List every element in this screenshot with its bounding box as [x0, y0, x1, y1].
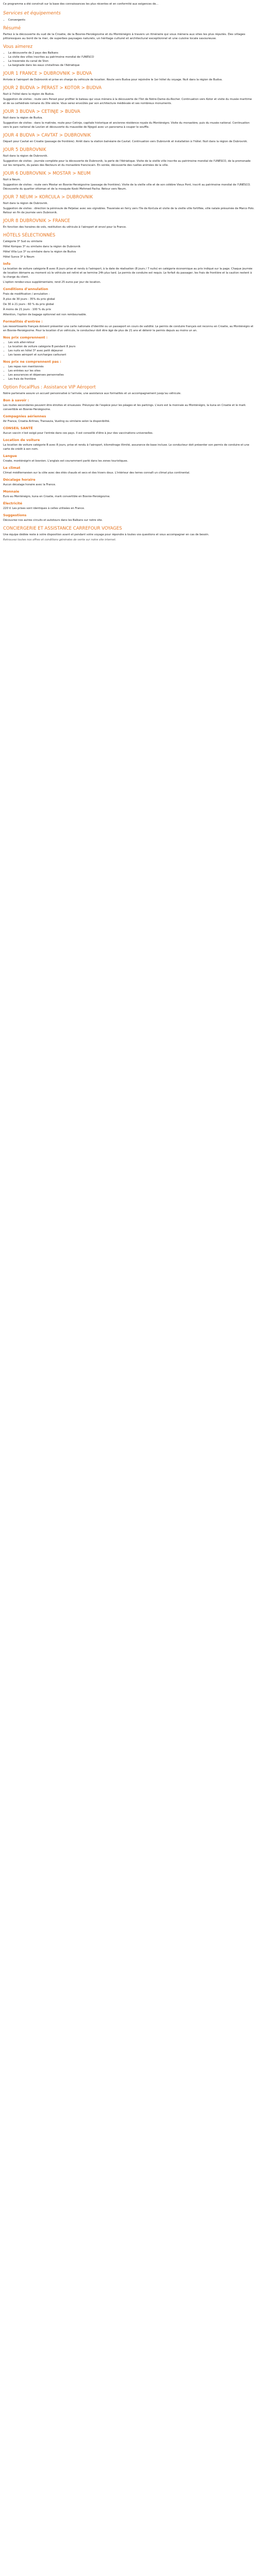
included-item: • Les taxes aéroport et surcharges carburant [8, 353, 255, 357]
location-title: Location de voiture [3, 438, 40, 442]
day-text: Nuit dans la région de Dubrovnik. [3, 202, 49, 205]
langue-title: Langue [3, 454, 17, 458]
hotels-line: Catégorie 3* Sud ou similaire [3, 240, 42, 243]
day-text: Arrivée à l'aéroport de Dubrovnik et prise en charge du véhicule de location. Route vers Budva pour rejoindre le 1er hôtel du voyage. Nuit dans la région de Budva. [3, 78, 223, 81]
conciergerie-title: CONCIERGERIE ET ASSISTANCE CARREFOUR VOYAGES [3, 526, 122, 531]
decalage-title: Décalage horaire [3, 478, 36, 482]
day-title: JOUR 4 BUDVA > CAVTAT > DUBROVNIK [3, 133, 91, 138]
day-2 [3, 86, 255, 106]
day-text: Suggestion de visites : journée complète pour la découverte de Dubrovnik, la perle de l'Adriatique. Visite de la vieille ville inscrite au patrimoine mondial de l'UNESCO, de la promenade sur les remparts, du palais des Recteurs et du monastère franciscain. En soirée, découverte des ruelles animées de la ville. [3, 160, 251, 167]
info-text: La location de voiture catégorie B avec 8 jours prise et rendu à l'aéroport, à la date de réalisation (8 jours / 7 nuits) en catégorie économique au prix indiqué sur la page. Chaque journée de location démarre au moment où le véhicule est retiré et se termine 24h plus tard. Le permis de conduire est requis. Le forfait du passager, les frais de frontière et la caution restent à la charge du client. [3, 267, 253, 279]
excluded-title: Nos prix ne comprennent pas : [3, 360, 61, 364]
day-text: Départ pour Cavtat en Croatie (passage de frontière). Arrêt dans la station balnéaire de Cavtat. Continuation vers Dubrovnik et installation à l'hôtel. Nuit dans la région de Dubrovnik. [3, 140, 248, 143]
day-text: Suggestion de visites : route vers Perast pour profiter le bateau qui vous mènera à la découverte de l'îlot de Notre-Dame-du-Rocher. Continuation vers Kotor et visite du musée maritime et de sa cathédrale romane du XIIe siècle. Vous serez envoûtés par son architecture médiévale et ses nombreux monuments. [3, 98, 252, 105]
hotels-line: Hôtel Villa Lux 3* ou similaire dans la région de Budva [3, 250, 76, 253]
notes-text: Les routes secondaires peuvent être étroites et sinueuses. Prévoyez de l'espèce pour les péages et les parkings. L'euro est la monnaie au Monténégro, la kuna en Croatie et le mark convertible en Bosnie-Herzégovine. [3, 404, 246, 411]
services-list [8, 18, 255, 22]
day-5 [3, 147, 255, 167]
climat-text: Climat méditerranéen sur la côte avec des étés chauds et secs et des hivers doux. L'intérieur des terres connaît un climat plus continental. [3, 471, 190, 474]
formalites-title: Formalités d'entrée : [3, 319, 43, 324]
resume-title: Résumé [3, 26, 21, 31]
resume-text: Partez à la découverte du sud de la Croatie, de la Bosnie-Herzégovine et du Monténégro à travers un itinéraire qui vous mènera aux sites les plus réputés. Des villages pittoresques au bord de la mer, de superbes paysages naturels, un héritage culturel et architectural exceptionnel et une cuisine locale savoureuse. [3, 33, 246, 40]
conditions-text: Frais de modification / annulation : [3, 293, 50, 296]
day-title: JOUR 8 DUBROVNIK > FRANCE [3, 218, 70, 224]
footer-text: Retrouvez toutes nos offres et conditions générales de vente sur notre site internet. [3, 538, 117, 541]
vous-aimerez-title: Vous aimerez [3, 44, 33, 49]
compagnies-text: Air France, Croatia Airlines, Transavia, Vueling ou similaire selon la disponibilité. [3, 420, 110, 423]
included-item: • Les nuits en hôtel 3* avec petit déjeuner [8, 349, 255, 353]
electricite-text: 220 V. Les prises sont identiques à celles utilisées en France. [3, 507, 85, 510]
hotels-line: Hôtel Kompas 3* ou similaire dans la région de Dubrovnik [3, 245, 80, 248]
suggestions-text: Découvrez nos autres circuits et autotours dans les Balkans sur notre site. [3, 519, 103, 522]
conseil-title: CONSEIL SANTÉ [3, 426, 33, 430]
vous-aimerez-item: • La traversée du canal de Ston [8, 59, 255, 63]
day-text: Suggestion de visites : direction la péninsule de Pelješac avec ses vignobles. Traversée en ferry vers l'île de Korčula et visite de la vieille ville fortifiée, ville natale présumée de Marco Polo. Retour en fin de journée vers Dubrovnik. [3, 207, 255, 214]
excluded-list [8, 365, 255, 381]
conditions-text: Attention, l'option de bagage optionnel est non remboursable. [3, 313, 87, 316]
included-title: Nos prix comprennent : [3, 335, 48, 340]
day-title: JOUR 2 BUDVA > PERAST > KOTOR > BUDVA [3, 86, 102, 91]
day-8 [3, 218, 255, 229]
assistance-text: Notre partenaire assure un accueil personnalisé à l'arrivée, une assistance aux formalités et un accompagnement jusqu'au véhicule. [3, 392, 182, 395]
notes-title: Bon à savoir : [3, 398, 29, 402]
day-3 [3, 109, 255, 129]
day-title: JOUR 7 NEUM > KORCULA > DUBROVNIK [3, 195, 93, 200]
langue-text: Croate, monténégrin et bosnien. L'anglais est couramment parlé dans les zones touristiques. [3, 460, 128, 463]
monnaie-title: Monnaie [3, 489, 20, 494]
day-text: Nuit à Neum. [3, 178, 21, 181]
included-item: • La location de voiture catégorie B pendant 8 jours [8, 345, 255, 349]
page [0, 0, 258, 542]
excluded-item: • Les entrées sur les sites [8, 369, 255, 373]
day-text: Nuit dans la région de Budva. [3, 116, 43, 120]
conditions-text: À moins de 21 jours : 100 % du prix [3, 308, 51, 311]
excluded-item: • Les repas non mentionnés [8, 365, 255, 369]
conseil-text: Aucun vaccin n'est exigé pour l'entrée dans ces pays. Il est conseillé d'être à jour des vaccinations universelles. [3, 432, 153, 435]
day-text: Suggestion de visites : dans la matinée, route pour Cetinje, capitale historique et ancienne résidence royale du Monténégro. Visite du monastère, puis du musée national. Continuation vers le parc national de Lovćen et découverte du mausolée de Njegoš avec un panorama à couper le souffle. [3, 122, 250, 129]
hotels-title: HÔTELS SÉLECTIONNÉS [3, 233, 56, 238]
day-text: Nuit dans la région de Dubrovnik. [3, 155, 49, 158]
conditions-text: À plus de 30 jours : 35% du prix global [3, 298, 55, 301]
vous-aimerez-item: • La découverte de 2 pays des Balkans [8, 51, 255, 55]
included-list [8, 341, 255, 357]
vous-aimerez-item: • La baignade dans les eaux cristallines de l'Adriatique [8, 63, 255, 67]
info-text: L'option rendez-vous supplémentaire, rend 25 euros par jour de location. [3, 281, 101, 284]
vous-aimerez-list [8, 51, 255, 67]
day-title: JOUR 5 DUBROVNIK [3, 147, 46, 152]
intro-text: Ce programme a été construit sur la base des connaissances les plus récentes et en conformité aux exigences de... [3, 3, 158, 6]
included-item: • Les vols aller-retour [8, 341, 255, 345]
suggestions-title: Suggestions [3, 513, 27, 517]
day-title: JOUR 6 DUBROVNIK > MOSTAR > NEUM [3, 171, 91, 176]
services-item: • Convergents [8, 18, 255, 22]
vous-aimerez-item: • La visite des villes inscrites au patrimoine mondial de l'UNESCO [8, 55, 255, 59]
assistance-title: Option FocalPlus : Assistance VIP Aéroport [3, 385, 96, 390]
day-7 [3, 195, 255, 215]
info-title: Info [3, 262, 11, 266]
monnaie-text: Euro au Monténégro, kuna en Croatie, mark convertible en Bosnie-Herzégovine. [3, 495, 110, 498]
conditions-text: De 30 à 21 jours : 60 % du prix global [3, 303, 54, 306]
services-title: Services et équipements [3, 11, 61, 16]
compagnies-title: Compagnies aériennes [3, 414, 46, 418]
electricite-title: Électricité [3, 501, 23, 505]
location-text: La location de voiture catégorie B avec 8 jours, prise et rendu à l'aéroport, kilométrage illimité, assurance de base incluse. Le conducteur doit présenter son permis de conduire et une carte de crédit à son nom. [3, 444, 249, 451]
excluded-item: • Les assurances et dépenses personnelles [8, 373, 255, 377]
conciergerie-text: Une équipe dédiée reste à votre disposition avant et pendant votre voyage pour répondre à toutes vos questions et vous accompagner en cas de besoin. [3, 533, 209, 536]
formalites-text: Les ressortissants français doivent présenter une carte nationale d'identité ou un passeport en cours de validité. Le permis de conduire français est reconnu en Croatie, au Monténégro et en Bosnie-Herzégovine. Pour la location d'un véhicule, le conducteur doit être âgé de plus de 21 ans et détenir le permis depuis au moins un an. [3, 325, 253, 332]
day-1 [3, 71, 255, 82]
day-4 [3, 133, 255, 144]
day-text: Suggestion de visites : route vers Mostar en Bosnie-Herzégovine (passage de frontière). Visite de la vieille ville et de son célèbre Vieux Pont, inscrit au patrimoine mondial de l'UNESCO. Découverte du quartier ottoman et de la mosquée Koski Mehmed Pacha. Retour vers Neum. [3, 183, 251, 191]
decalage-text: Aucun décalage horaire avec la France. [3, 483, 56, 486]
climat-title: Le climat [3, 466, 21, 470]
day-text: En fonction des horaires de vols, restitution du véhicule à l'aéroport et envol pour la France. [3, 226, 127, 229]
day-6 [3, 171, 255, 191]
day-title: JOUR 3 BUDVA > CETINJE > BUDVA [3, 109, 80, 114]
excluded-item: • Les frais de frontière [8, 377, 255, 381]
conditions-title: Conditions d'annulation [3, 287, 49, 291]
day-text: Nuit à l'hôtel dans la région de Budva. [3, 93, 55, 96]
day-title: JOUR 1 FRANCE > DUBROVNIK > BUDVA [3, 71, 92, 76]
hotels-line: Hôtel Sunce 3* à Neum [3, 256, 35, 259]
